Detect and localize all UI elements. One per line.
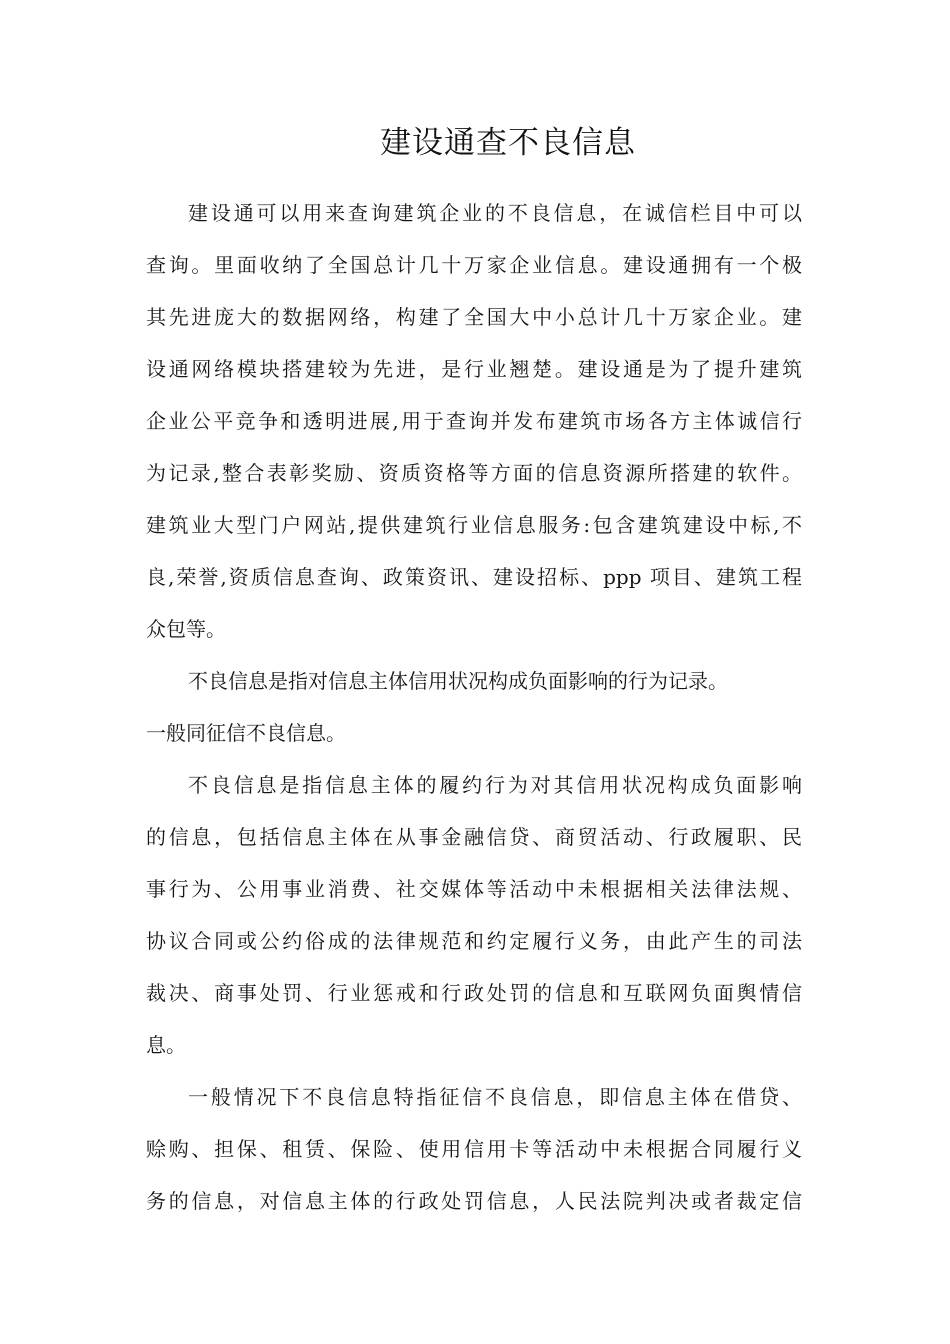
text-line: 裁决、商事处罚、行业惩戒和行政处罚的信息和互联网负面舆情信 [146,981,802,1005]
text-line: 不良信息是指对信息主体信用状况构成负面影响的行为记录。 [188,669,728,693]
text-line: 息。 [146,1033,186,1057]
text-line: 的信息，包括信息主体在从事金融信贷、商贸活动、行政履职、民 [146,825,802,849]
text-line: 一般情况下不良信息特指征信不良信息，即信息主体在借贷、 [188,1085,802,1109]
text-line: 企业公平竞争和透明进展,用于查询并发布建筑市场各方主体诚信行 [146,409,802,433]
text-line: 建设通可以用来查询建筑企业的不良信息，在诚信栏目中可以 [188,201,802,225]
text-line: 协议合同或公约俗成的法律规范和约定履行义务，由此产生的司法 [146,929,802,953]
text-line: 事行为、公用事业消费、社交媒体等活动中未根据相关法律法规、 [146,877,802,901]
text-line: 一般同征信不良信息。 [146,721,346,745]
text-line: 不良信息是指信息主体的履约行为对其信用状况构成负面影响 [188,773,802,797]
document-body [146,187,802,1227]
text-line: 众包等。 [146,617,226,641]
text-line: 其先进庞大的数据网络，构建了全国大中小总计几十万家企业。建 [146,305,802,329]
text-line: 良,荣誉,资质信息查询、政策资讯、建设招标、ppp 项目、建筑工程 [146,565,802,589]
text-line: 查询。里面收纳了全国总计几十万家企业信息。建设通拥有一个极 [146,253,802,277]
text-line: 为记录,整合表彰奖励、资质资格等方面的信息资源所搭建的软件。 [146,461,802,485]
document-title: 建设通查不良信息 [380,125,636,161]
text-line: 赊购、担保、租赁、保险、使用信用卡等活动中未根据合同履行义 [146,1137,802,1161]
text-line: 建筑业大型门户网站,提供建筑行业信息服务:包含建筑建设中标,不 [146,513,802,537]
text-line: 务的信息，对信息主体的行政处罚信息，人民法院判决或者裁定信 [146,1189,802,1213]
text-line: 设通网络模块搭建较为先进，是行业翘楚。建设通是为了提升建筑 [146,357,802,381]
